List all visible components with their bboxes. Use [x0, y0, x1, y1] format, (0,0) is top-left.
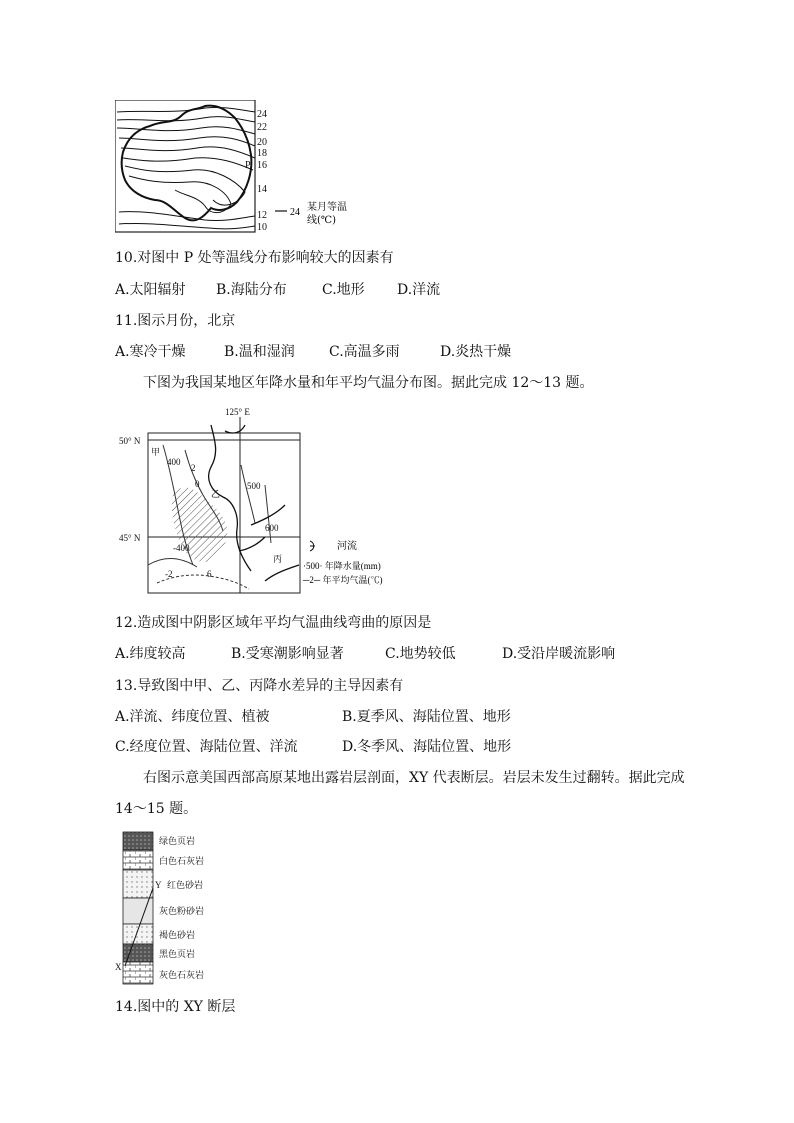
question-14-stem: 14.图中的 XY 断层: [115, 999, 236, 1015]
legend-temperature: ─2─ 年平均气温(℃): [303, 575, 383, 585]
isotherm-label: 20: [257, 137, 267, 148]
contour-label: 2: [191, 463, 196, 473]
q13-option-a: A.洋流、纬度位置、植被: [115, 709, 270, 725]
q12-option-c: C.地势较低: [385, 646, 456, 662]
intro-12-13: 下图为我国某地区年降水量和年平均气温分布图。据此完成 12～13 题。: [143, 375, 594, 391]
contour-label: 400: [167, 457, 181, 467]
question-11-stem: 11.图示月份，北京: [115, 313, 236, 329]
q10-option-b: B.海陆分布: [216, 282, 287, 298]
q12-option-a: A.纬度较高: [115, 646, 186, 662]
fault-label-y: Y: [155, 880, 162, 890]
isotherm-label: 16: [257, 160, 267, 171]
isotherm-label: 14: [257, 184, 267, 195]
layer-label: 灰色石灰岩: [159, 971, 205, 981]
contour-label: 500: [247, 481, 261, 491]
isotherm-label: 22: [257, 122, 267, 133]
isotherm-label: 10: [257, 222, 267, 233]
q13-option-c: C.经度位置、海陆位置、洋流: [115, 739, 298, 755]
isotherm-map-figure: [115, 100, 365, 235]
q11-option-c: C.高温多雨: [329, 344, 400, 360]
contour-label: -2: [165, 569, 173, 579]
layer-label: 红色砂岩: [167, 881, 204, 891]
legend-text: 某月等温: [307, 202, 347, 213]
layer-label: 褐色砂岩: [159, 931, 196, 941]
layer-label: 黑色页岩: [159, 950, 196, 960]
q11-option-b: B.温和湿润: [224, 344, 295, 360]
isotherm-label: 24: [257, 109, 267, 120]
rock-layer-section-figure: [115, 830, 235, 986]
legend-precipitation: ·500· 年降水量(mm): [303, 561, 381, 571]
q13-option-d: D.冬季风、海陆位置、地形: [342, 739, 512, 755]
contour-label: 0: [195, 479, 200, 489]
fault-label-x: X: [115, 962, 122, 972]
legend-value: 24: [290, 207, 300, 218]
layer-label: 白色石灰岩: [159, 857, 205, 867]
isotherm-label: 18: [257, 148, 267, 159]
isotherm-label: 12: [257, 210, 267, 221]
q11-option-a: A.寒冷干燥: [115, 344, 186, 360]
question-12-stem: 12.造成图中阴影区域年平均气温曲线弯曲的原因是: [115, 615, 432, 631]
q13-option-b: B.夏季风、海陆位置、地形: [342, 709, 511, 725]
contour-label: -400: [173, 543, 190, 553]
contour-label: 600: [265, 523, 279, 533]
latitude-label-45: 45° N: [119, 533, 141, 543]
legend-river: 河流: [337, 541, 357, 552]
place-bing: 丙: [273, 554, 283, 564]
q10-option-a: A.太阳辐射: [115, 282, 186, 298]
contour-label: 6: [207, 569, 212, 579]
precip-temp-map-figure: [115, 405, 415, 595]
q10-option-c: C.地形: [322, 282, 365, 298]
latitude-label-50: 50° N: [119, 436, 141, 446]
q12-option-b: B.受寒潮影响显著: [231, 646, 344, 662]
layer-label: 绿色页岩: [159, 837, 196, 847]
legend-text: 线(℃): [307, 215, 336, 226]
question-13-stem: 13.导致图中甲、乙、丙降水差异的主导因素有: [115, 678, 404, 694]
question-10-stem: 10.对图中 P 处等温线分布影响较大的因素有: [115, 250, 394, 266]
point-p-label: P: [245, 160, 251, 171]
longitude-label: 125° E: [225, 407, 250, 417]
place-yi: 乙: [211, 489, 221, 499]
place-jia: 甲: [151, 447, 161, 457]
q11-option-d: D.炎热干燥: [440, 344, 512, 360]
q10-option-d: D.洋流: [397, 282, 441, 298]
layer-label: 灰色粉砂岩: [159, 907, 205, 917]
intro-14-15-line1: 右图示意美国西部高原某地出露岩层剖面，XY 代表断层。岩层未发生过翻转。据此完成: [143, 770, 685, 786]
intro-14-15-line2: 14～15 题。: [115, 801, 198, 817]
q12-option-d: D.受沿岸暖流影响: [502, 646, 616, 662]
